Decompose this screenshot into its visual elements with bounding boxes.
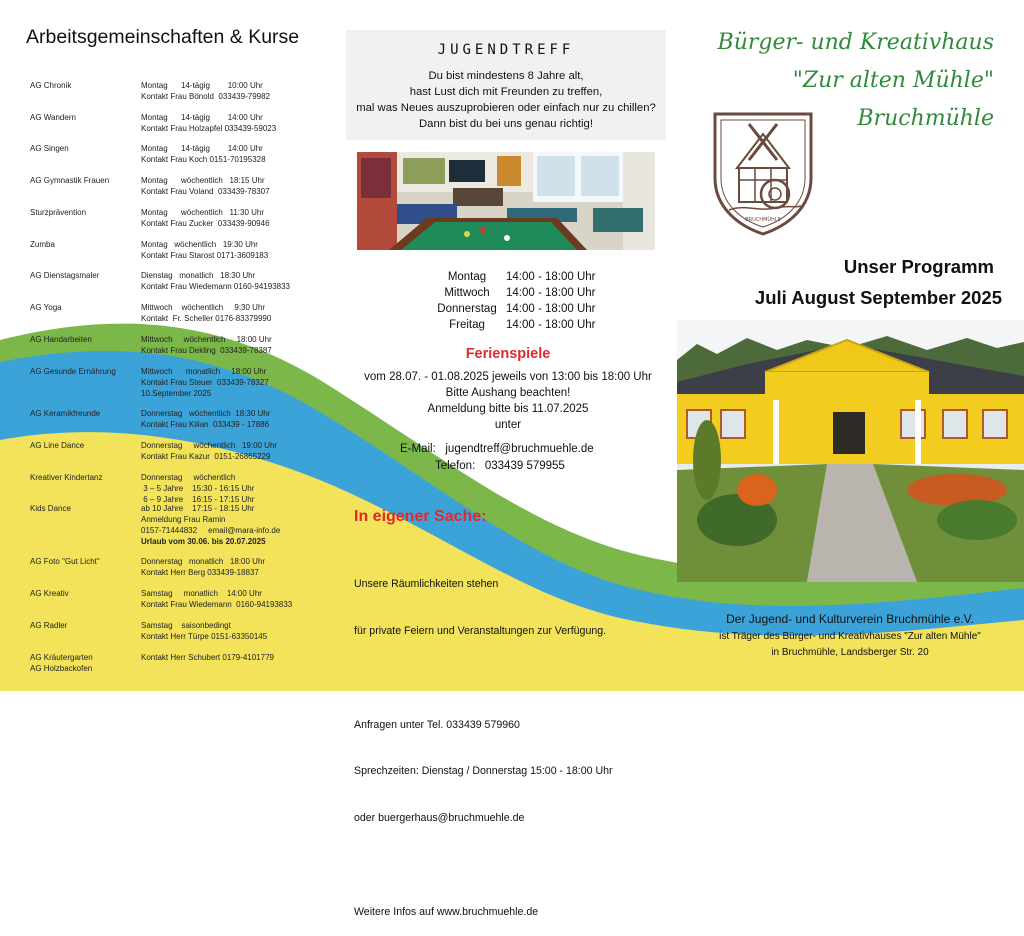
course-detail-line: Kontakt Frau Voland 033439-78307 (141, 187, 270, 196)
course-name-text: AG Gymnastik Frauen (30, 176, 110, 185)
course-detail-line: Kontakt Frau Steuer 033439-78327 (141, 378, 269, 387)
course-details (141, 472, 254, 505)
course-name (30, 503, 135, 514)
course-name (30, 80, 135, 91)
email-link[interactable]: jugendtreff@bruchmuehle.de (445, 443, 594, 455)
course-name-text: AG Radler (30, 621, 68, 630)
course-detail-line: Mittwoch monatlich 18:00 Uhr (141, 367, 267, 376)
course-details (141, 620, 267, 642)
ferien-line: Bitte Aushang beachten! (445, 387, 571, 399)
course-detail-line: Kontakt Frau Koch 0151-70195328 (141, 155, 266, 164)
course-detail-line: Kontakt Frau Kazur 0151-26865229 (141, 452, 271, 461)
course-name (30, 588, 135, 599)
house-title-line: Bürger- und Kreativhaus (717, 30, 994, 55)
course-name-text: AG Line Dance (30, 441, 85, 450)
course-detail-line: Donnerstag wöchentlich (141, 473, 236, 482)
ferien-contact (400, 441, 594, 475)
eigene-sache-text (354, 546, 613, 936)
eigen-line: Anfragen unter Tel. 033439 579960 (354, 718, 520, 731)
course-name (30, 175, 135, 186)
course-details (141, 80, 270, 102)
eigen-line: oder buergerhaus@bruchmuehle.de (354, 812, 525, 825)
course-detail-line: Kontakt Frau Holzapfel 033439-59023 (141, 124, 277, 133)
course-details (141, 588, 292, 610)
course-name-text: Kids Dance (30, 504, 71, 513)
course-detail-line: 3 – 5 Jahre 15:30 - 16:15 Uhr (141, 484, 255, 493)
course-detail-line: Kontakt Herr Schubert 0179-4101779 (141, 653, 274, 662)
course-name-text: AG Dienstagsmaler (30, 271, 100, 280)
jugendtreff-intro (346, 68, 666, 132)
intro-line: Du bist mindestens 8 Jahre alt, (428, 70, 584, 82)
course-detail-line: 0157-71444832 email@mara-info.de (141, 526, 281, 535)
eigen-line: Unsere Räumlichkeiten stehen (354, 578, 499, 591)
verein-info (690, 611, 1010, 661)
course-detail-line: Montag wöchentlich 18:15 Uhr (141, 176, 265, 185)
course-detail-line: Kontakt Herr Berg 033439-18837 (141, 568, 259, 577)
program-title: Unser Programm (843, 256, 994, 277)
eigene-sache-title: In eigener Sache: (354, 508, 487, 525)
course-details (141, 207, 270, 229)
youth-room-photo (357, 152, 655, 250)
course-detail-line: Donnerstag wöchentlich 19:00 Uhr (141, 441, 278, 450)
course-detail-line: Kontakt Frau Dekling 033439-78387 (141, 346, 272, 355)
verein-name: Der Jugend- und Kulturverein Bruchmühle e.V. (726, 612, 974, 626)
eigen-line: Sprechzeiten: Dienstag / Donnerstag 15:00 - 18:00 Uhr (354, 765, 613, 778)
course-detail-line: Montag wöchentlich 11:30 Uhr (141, 208, 265, 217)
course-notice: Urlaub vom 30.06. bis 20.07.2025 (141, 537, 266, 546)
course-detail-line: Montag wöchentlich 19:30 Uhr (141, 240, 258, 249)
course-details (141, 440, 277, 462)
course-detail-line: Kontakt Frau Wiedemann 0160-94193833 (141, 282, 290, 291)
jugendtreff-title: JUGENDTREFF (437, 42, 575, 58)
course-detail-line: Kontakt Frau Wiedemann 0160-94193833 (141, 600, 293, 609)
course-detail-line: Montag 14-tägig 10:00 Uhr (141, 81, 263, 90)
course-detail-line: Montag 14-tägig 14:00 Uhr (141, 113, 263, 122)
hours-time: 14:00 - 18:00 Uhr (506, 287, 596, 299)
ferien-line: vom 28.07. - 01.08.2025 jeweils von 13:00 bis 18:00 Uhr (364, 371, 652, 383)
eigen-line: Weitere Infos auf www.bruchmuehle.de (354, 905, 539, 918)
course-details (141, 503, 280, 547)
phone-label: Telefon: (435, 460, 476, 472)
hours-time: 14:00 - 18:00 Uhr (506, 319, 596, 331)
hours-time: 14:00 - 18:00 Uhr (506, 303, 596, 315)
ferienspiele-title: Ferienspiele (465, 346, 551, 362)
verein-role: ist Träger des Bürger- und Kreativhauses "Zur alten Mühle" (719, 631, 981, 642)
program-heading (690, 253, 1002, 312)
course-name (30, 366, 135, 377)
course-details (141, 112, 276, 134)
course-name-text: Sturzprävention (30, 208, 87, 217)
course-name-text: AG Kreativ (30, 589, 69, 598)
course-name (30, 556, 135, 567)
intro-line: Dann bist du bei uns genau richtig! (419, 118, 593, 130)
ferien-line: Anmeldung bitte bis 11.07.2025 (427, 403, 589, 415)
course-name (30, 440, 135, 451)
course-details (141, 366, 269, 399)
house-title-line: Bruchmühle (857, 106, 994, 131)
course-name-text: AG Kräutergarten (30, 653, 93, 662)
course-details (141, 556, 265, 578)
course-name (30, 334, 135, 345)
hours-day: Freitag (449, 319, 485, 331)
course-name-text: AG Keramikfreunde (30, 409, 101, 418)
hours-time: 14:00 - 18:00 Uhr (506, 271, 596, 283)
course-name-text: AG Handarbeiten (30, 335, 92, 344)
course-name-text: AG Chronik (30, 81, 72, 90)
course-name-text: Zumba (30, 240, 55, 249)
course-detail-line: Kontakt Frau Zucker 033439-90946 (141, 219, 270, 228)
eigen-line (354, 671, 613, 687)
course-name-text: AG Singen (30, 144, 69, 153)
course-name (30, 302, 135, 313)
hours-day: Montag (447, 271, 487, 283)
course-name (30, 239, 135, 250)
logo-text: BRUCHMÜHLE (745, 217, 781, 223)
course-detail-line: Montag 14-tägig 14:00 Uhr (141, 144, 263, 153)
course-detail-line: Anmeldung Frau Ramin (141, 515, 226, 524)
course-name-text: AG Gesunde Ernährung (30, 367, 116, 376)
course-name (30, 652, 135, 674)
course-name (30, 472, 135, 483)
course-details (141, 302, 271, 324)
course-detail-line: Mittwoch wöchentlich 9:30 Uhr (141, 303, 266, 312)
course-details (141, 408, 270, 430)
course-details (141, 334, 272, 356)
course-details (141, 239, 268, 261)
course-details (141, 175, 270, 197)
phone-number: 033439 579955 (484, 460, 565, 472)
eigen-line: für private Feiern und Veranstaltungen zur Verfügung. (354, 624, 607, 637)
course-name (30, 143, 135, 154)
course-detail-line: Samstag saisonbedingt (141, 621, 231, 630)
course-detail-line: 10.September 2025 (141, 389, 212, 398)
hours-day: Mittwoch (444, 287, 490, 299)
course-name (30, 207, 135, 218)
course-detail-line: Kontakt Herr Türpe 0151-63350145 (141, 632, 268, 641)
buergerhaus-photo (677, 320, 1024, 582)
course-name (30, 620, 135, 631)
email-label: E-Mail: (400, 443, 436, 455)
course-name-text: AG Wandern (30, 113, 76, 122)
course-detail-line: Mittwoch wöchentlich 18:00 Uhr (141, 335, 272, 344)
course-name-text: AG Foto "Gut Licht" (30, 557, 100, 566)
ferienspiele-text (348, 369, 668, 433)
course-name-text: AG Yoga (30, 303, 62, 312)
verein-address: in Bruchmühle, Landsberger Str. 20 (771, 647, 929, 658)
eigen-line (354, 858, 613, 874)
course-detail-line: Kontakt Fr. Scheller 0176-83379990 (141, 314, 272, 323)
jugendtreff-box (346, 30, 666, 140)
course-detail-line: Samstag monatlich 14:00 Uhr (141, 589, 262, 598)
program-period: Juli August September 2025 (754, 287, 1002, 308)
course-name-text: Kreativer Kindertanz (30, 473, 103, 482)
course-name-text: AG Holzbackofen (30, 664, 93, 673)
course-detail-line: 6 – 9 Jahre 16:15 - 17:15 Uhr (141, 495, 255, 504)
house-title-line: "Zur alten Mühle" (792, 68, 994, 93)
mill-logo (703, 108, 823, 236)
course-details (141, 652, 274, 663)
course-detail-line: ab 10 Jahre 17:15 - 18:15 Uhr (141, 504, 255, 513)
course-detail-line: Dienstag monatlich 18:30 Uhr (141, 271, 256, 280)
course-name (30, 408, 135, 419)
intro-line: mal was Neues auszuprobieren oder einfach nur zu chillen? (356, 102, 656, 114)
course-detail-line: Kontakt Frau Kilian 033439 - 17886 (141, 420, 270, 429)
course-details (141, 143, 266, 165)
course-name (30, 112, 135, 123)
courses-title: Arbeitsgemeinschaften & Kurse (26, 26, 300, 48)
course-detail-line: Donnerstag monatlich 18:00 Uhr (141, 557, 266, 566)
course-details (141, 270, 290, 292)
ferien-line: unter (494, 419, 522, 431)
course-detail-line: Kontakt Frau Starost 0171-3609183 (141, 251, 269, 260)
hours-day: Donnerstag (437, 303, 497, 315)
intro-line: hast Lust dich mit Freunden zu treffen, (409, 86, 603, 98)
course-name (30, 270, 135, 281)
course-detail-line: Donnerstag wöchentlich 18:30 Uhr (141, 409, 271, 418)
course-detail-line: Kontakt Frau Bönold 033439-79982 (141, 92, 270, 101)
